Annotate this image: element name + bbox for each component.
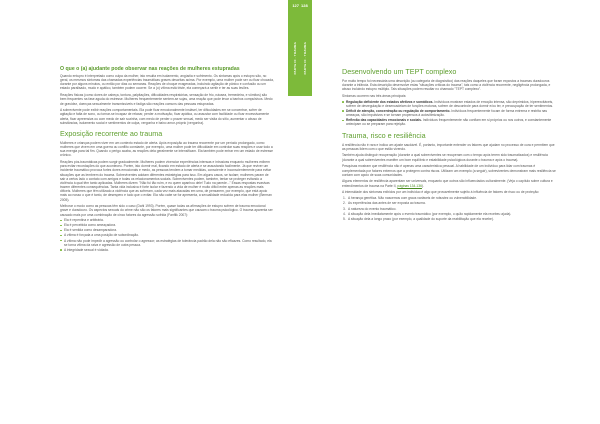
section-heading: Desenvolvendo um TEPT complexo	[342, 67, 457, 76]
list-item-text: Indivíduos frequentemente não confiam em si próprios ou nos outros, e constantemente antecipam ou se preparam para rejeição.	[346, 118, 552, 127]
list-item-text: Indivíduos mostram estados de emoção intensa, são deprimidos, hiperexcitáveis, sofrem de desregulação e desencadeiam de funções motoras, sofrem de descontrole para dormir e/ou ter, e preocupação de ter sentimentos.	[346, 99, 554, 108]
numbered-item-text: A situação dela a longo prazo (por exemplo, a qualidade do suporte da reabilitação que ela recebe).	[348, 217, 494, 222]
list-item-term: Regulação deficiente dos estados afetivos e somáticos.	[346, 99, 434, 104]
subheading: O que o (a) ajudante pode observar nas reações de mulheres estupradas	[60, 66, 240, 72]
page-number: 128	[301, 3, 308, 8]
numbered-item-text: A herança genética. Não nascemos com graus variáveis de robustez ou vulnerabilidade.	[348, 196, 478, 201]
right-page	[300, 0, 600, 424]
paragraph	[342, 179, 556, 187]
list-item: Ela é percebida como ameaçadora.	[60, 223, 274, 227]
list-item: A integridade sexual é violada.	[60, 248, 274, 252]
section-heading: Trauma, risco e resiliência	[342, 130, 426, 140]
paragraph: Mulheres e crianças podem viver em um contexto estado de alerta. Após exposição ao trauma recorrente por um período prolongado, como mulheres que vivem em uma guerra ou conflito constante, por exemplo, uma mulher pode ter dificuldade em controlar suas reações e usar todo a sua energia para tal fim. Quando o perigo acaba, as reações dela geralmente se intensificam. Ela também pode entrar em um estado de estresse crônico.	[60, 140, 273, 158]
numbered-item: 3. A natureza do evento traumático.	[343, 206, 397, 211]
running-head: PARTE III · TRAUMA	[303, 42, 307, 75]
list-item: Ela é sentida como desamparadora.	[60, 228, 274, 232]
page-reference-link[interactable]: páginas 134-136	[397, 183, 422, 188]
list-item: A vítima é forçada a uma posição de subordinação.	[60, 233, 274, 237]
numbered-item: 5. A situação dela a longo prazo (por exemplo, a qualidade do suporte da reabilitação que ela recebe).	[343, 217, 494, 222]
numbered-item: 1. A herança genética. Não nascemos com graus variáveis de robustez ou vulnerabilidade.	[343, 196, 478, 201]
gutter-bar-right	[300, 0, 312, 96]
list-item-text: Indivíduos frequentemente focam de forma extrema e restrita nas ameaças, são impulsivos e se tornam propensos à autovitimização.	[346, 109, 548, 118]
bullet-list	[60, 218, 274, 252]
paragraph-text-end: ).	[421, 183, 424, 188]
running-head: PARTE III · TRAUMA	[293, 42, 297, 75]
paragraph: A sobrevivente pode exibir reações comportamentais. Ela pode ficar emocionalmente instável, ter dificuldades em se concentrar, sofrer de agitação e falta de sono, ou tornar-se incapaz de relaxar, perder a motivação, ficar apática, ou assustar com facilidade ou ficar excessivamente alerta, ficar apreensiva ou com medo de sair sozinha, com medo de perder o prazer sexual, medo ser visita do sítio, aumentar o abuso de substâncias, isolamento social e sentimentos de culpa, vergonha e baixo amor-próprio (vergonha).	[60, 108, 270, 125]
list-item	[342, 109, 556, 117]
list-item	[342, 118, 556, 126]
page-number: 127	[292, 3, 299, 8]
section-heading: Exposição recorrente ao trauma	[60, 128, 163, 138]
numbered-item-text: A natureza do evento traumático.	[348, 206, 397, 211]
numbered-item-text: As experiências das antes de ser exposta ao trauma.	[348, 201, 426, 206]
numbered-item: 4. A situação dela imediatamente após o evento traumático (por exemplo, o quão rapidamente ela recebeu ajuda).	[343, 212, 512, 217]
list-item: A vítima não pode impedir a agressão ou controlar o agressor; as estratégias de tolerância padrão dela não são eficazes. Como resultado, ela se torna vítima da raiva e agressão de outra pessoa.	[60, 239, 274, 247]
list-item: Ela é repentina e arbitrária.	[60, 218, 274, 222]
right-text-column	[342, 68, 556, 224]
numbered-item: 2. As experiências das antes de ser exposta ao trauma.	[343, 201, 426, 206]
list-item-term: Déficit de atenção, concentração ou regulação de comportamento.	[346, 109, 451, 114]
paragraph: Também ajuda distinguir recuperação (durante a qual sobreviventes se recuperam com o tempo após terem sido traumatizados) e resiliência (durante a qual sobreviventes mantêm um bom equilíbrio e estabilidade psicológicos durante o trauma e após o trauma).	[342, 153, 548, 162]
paragraph: Quando entupro é interpretado como culpa da mulher, isto resulta em isolamento, angústia e sofrimento. Os sintomas após o estupro são, no geral, os mesmos sintomas das chamadas experiências traumáticas graves descritas acima. Por exemplo, uma mulher pode ser ou ficar chocada, durante por alguns minutos, ou então por dias ou semanas. Reações de choque exageradas, incluindo agitação de pânico e confusão ou um estado paralisado, mudo e apático, também podem ocorrer. Se a (o) vítima está triste, ela começará a sentir e ter as suas lesões.	[60, 74, 274, 91]
list-item-term: Reflexão das capacidades emocionais e sociais.	[346, 118, 422, 123]
list-item	[342, 100, 556, 108]
paragraph: Reações pós-traumáticas podem surgir gradualmente. Mulheres podem vivenciar experiências intensas e intrusivas enquanto mulheres exibem para evitar recordações do que aconteceu. Porém, isto dormir mal, ficando em estado de alerta e se assustando facilmente. Já que reviver um incidente traumático provoca fortes dores emocionais e medo, as pessoas tendem a tomar medidas, consciente e inconscientemente para evitar situações que as lembrem do trauma. Sobreviventes adotam diferentes estratégias para isso. Em alguns casos, se isolam; mulheres param de sair a certos lado o contato com amigos e todas os relacionamentos sociais. Sobreviventes podem, também, tentar se proteger evitando a violência à qual têm tanto aplicadas. Mulheres dizem: "Não fui tão ruim, e eu quem apanhou dele! Tudo na parede..." Essas respostas evasivas trazem diferentes consequências. Tanta vida inclusiva é forte isolar e fazendo a vida de mulher é muito dificil entre apenas as reações mais difíceis. Mulheres que têm utilizado a violência que as sofreram, cada vez mais atacadas em uma, de pensarem, por exemplo, que está apoio mais ao nosso o que é tanto, de desespero e tudo que o evitar. Ela não cabe se for apresenta, a sexualidade reduzida para elas mulher (Berman 2005).	[60, 160, 272, 202]
paragraph: Por muito tempo foi necessária uma descrição (ou categoria de diagnóstico) das reações daqueles que foram expostos a traumas duradouros durante a infância. Esta descrição desenvolve estas "situações críticas do trauma", tais como a violência recorrente, negligência prolongada, e abuso incluindo estupro múltiplo. Tais situações podem resultar no chamado "TEPT complexo".	[342, 79, 551, 92]
gutter-bar-left	[288, 0, 300, 96]
paragraph: Melhorar o modo como as pessoas têm sido o caso (Dahl 1993). Porém, quase todas as afirmações de estupro sofrem de trauma emocional grave e duradouro. Os aspectos sexuais do crime não são os fatores mais significantes que causam o trauma psicológico. O trauma aparenta ser causado mais por uma combinação de cinco fatores da agressão sofrida (Fanflik 2007):	[60, 204, 273, 217]
paragraph: A resiliência não é rara e indica um ajuste saudável. É, portanto, importante entender os fatores que ajudam no processo de cura e permitem que as pessoas lidem com o que estão vivendo.	[342, 142, 555, 151]
paragraph: A intensidade dos sintomas exibidos por um indivíduo é algo que provavelmente sujeito à influência de fatores de risco ou de proteção:	[342, 190, 540, 195]
left-text-column	[60, 66, 274, 254]
paragraph: Pesquisas mostram que resiliência não é apenas uma característica pessoal. A habilidade de um indivíduo para lidar com traumas é complementada por fatores externos que a protegem contra riscos. Utilizam um exemplo (a seguir), sobreviventes demonstram mais resiliência se contam com apoio de suas comunidades.	[342, 164, 556, 177]
bullet-list	[342, 100, 556, 127]
paragraph-text: Alguns elementos de resiliência aparentam ser universais, enquanto que outros são influenciados culturalmente. (Veja o capítulo sobre cultura e entendimentos de trauma na Parte II,	[342, 179, 553, 188]
paragraph: Reações físicas (como dores de cabeça, tontura, palpitações, dificuldades respiratórias, sensação de frio, náusea, tremedeira, e vômitos) são bem frequentes na fase aguda do estresse. Mulheres frequentemente sentem-se sujas, uma reação que pode levar a banhos compulsivos. Medo de gravidez, doenças sexualmente transmissíveis e fadiga são reações comuns das pessoas estupradas.	[60, 93, 273, 106]
paragraph: Sintomas ocorrem nas três áreas principais:	[342, 94, 407, 99]
numbered-item-text: A situação dela imediatamente após o evento traumático (por exemplo, o quão rapidamente ela recebeu ajuda).	[348, 212, 512, 217]
numbered-list	[342, 196, 556, 222]
